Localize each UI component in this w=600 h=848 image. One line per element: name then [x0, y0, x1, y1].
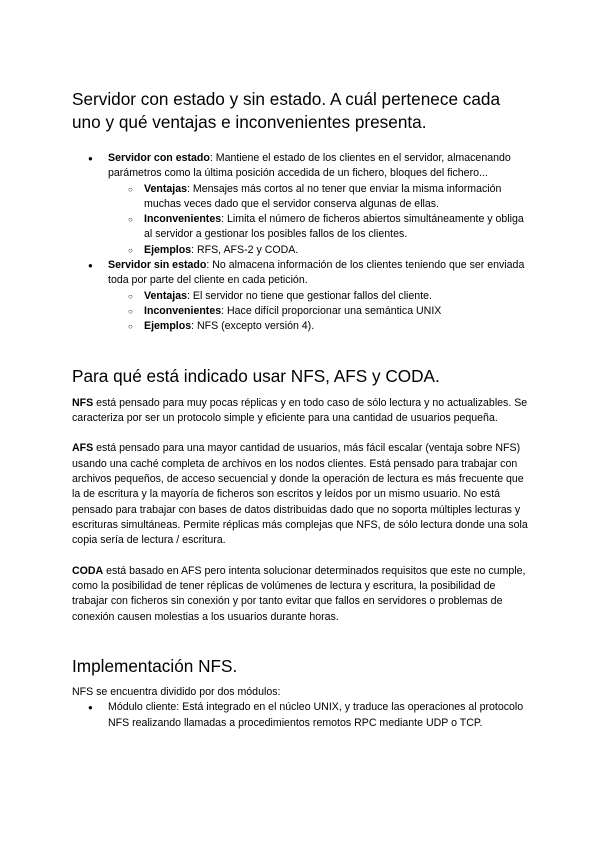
- term-disadvantages: Inconvenientes: [144, 213, 222, 226]
- sublist-item-examples: [108, 243, 528, 258]
- server-types-list: [72, 151, 528, 335]
- coda-text: está basado en AFS pero intenta solucionar determinados requisitos que este no cumple, como la posibilidad de tener réplicas de volúmenes de lectura y escritura, la posibilidad de trabajar con ficheros sin conexión y por tanto evitar que fallos en servidores o problemas de conexión causen molestias a los usuarios durante horas.: [72, 564, 526, 623]
- term-stateless-server: Servidor sin estado: [108, 259, 207, 272]
- term-coda: CODA: [72, 564, 104, 577]
- term-examples: Ejemplos: [144, 320, 192, 333]
- term-stateful-server: Servidor con estado: [108, 152, 210, 164]
- stateful-server-sublist: [108, 182, 528, 258]
- document-page: [72, 88, 528, 731]
- paragraph-afs: [72, 441, 528, 548]
- stateless-server-description: : No almacena información de los clientes teniendo que ser enviada toda por parte del cliente en cada petición.: [108, 259, 525, 287]
- sublist-item-examples: [108, 319, 528, 334]
- disadvantages-text: : Hace difícil proporcionar una semántica UNIX: [221, 304, 442, 317]
- advantages-text: : Mensajes más cortos al no tener que enviar la misma información muchas veces dado que el servidor conserva algunas de ellas.: [144, 182, 502, 210]
- stateless-server-sublist: [108, 289, 528, 335]
- paragraph-coda: [72, 564, 528, 625]
- sublist-item-advantages: [108, 289, 528, 304]
- advantages-text: : El servidor no tiene que gestionar fallos del cliente.: [187, 289, 432, 302]
- examples-text: : RFS, AFS-2 y CODA.: [191, 243, 299, 256]
- term-advantages: Ventajas: [144, 182, 187, 195]
- paragraph-nfs: [72, 396, 528, 427]
- sublist-item-disadvantages: [108, 212, 528, 243]
- term-disadvantages: Inconvenientes: [144, 304, 222, 317]
- nfs-modules-list: [72, 700, 528, 731]
- term-examples: Ejemplos: [144, 243, 192, 256]
- examples-text: : NFS (excepto versión 4).: [191, 320, 315, 333]
- term-advantages: Ventajas: [144, 289, 187, 302]
- list-item-stateless-server: [72, 258, 528, 334]
- stateful-server-description: : Mantiene el estado de los clientes en el servidor, almacenando parámetros como la última posición accedida de un fichero, bloques del fichero...: [108, 152, 511, 180]
- paragraph-nfs-intro: NFS se encuentra dividido por dos módulos:: [72, 686, 281, 699]
- disadvantages-text: : Limita el número de ficheros abiertos simultáneamente y obliga al servidor a gestionar los posibles fallos de los clientes.: [144, 213, 524, 241]
- afs-text: está pensado para una mayor cantidad de usuarios, más fácil escalar (ventaja sobre NFS) usando una caché completa de archivos en los nodos clientes. Está pensado para trabajar con archivos pequeños, de acceso secuencial y donde la operación de lectura es más frecuente que la de escritura y la mayoría de ficheros son escritos y leídos por un mismo usuario. No está pensado para trabajar con bases de datos distribuidas dado que no soporta múltiples lecturas y escrituras simultáneas. Permite réplicas más complejas que NFS, de sólo lectura donde una sola copia sería de lectura / escritura.: [72, 442, 528, 547]
- heading-nfs-afs-coda: Para qué está indicado usar NFS, AFS y CODA.: [72, 365, 440, 386]
- sublist-item-disadvantages: [108, 304, 528, 319]
- heading-stateful-stateless: Servidor con estado y sin estado. A cuál pertenece cada uno y qué ventajas e inconvenientes presenta.: [72, 89, 501, 132]
- heading-nfs-implementation: Implementación NFS.: [72, 656, 238, 677]
- sublist-item-advantages: [108, 182, 528, 213]
- term-afs: AFS: [72, 442, 94, 455]
- list-item-client-module: ● Módulo cliente: Está integrado en el núcleo UNIX, y traduce las operaciones al protocolo NFS realizando llamadas a procedimientos remotos RPC mediante UDP o TCP.: [72, 700, 528, 731]
- list-item-stateful-server: [72, 151, 528, 258]
- nfs-text: está pensado para muy pocas réplicas y en todo caso de sólo lectura y no actualizables. Se caracteriza por ser un protocolo simple y eficiente para una cantidad de usuarios pequeña.: [72, 396, 528, 424]
- term-nfs: NFS: [72, 396, 94, 409]
